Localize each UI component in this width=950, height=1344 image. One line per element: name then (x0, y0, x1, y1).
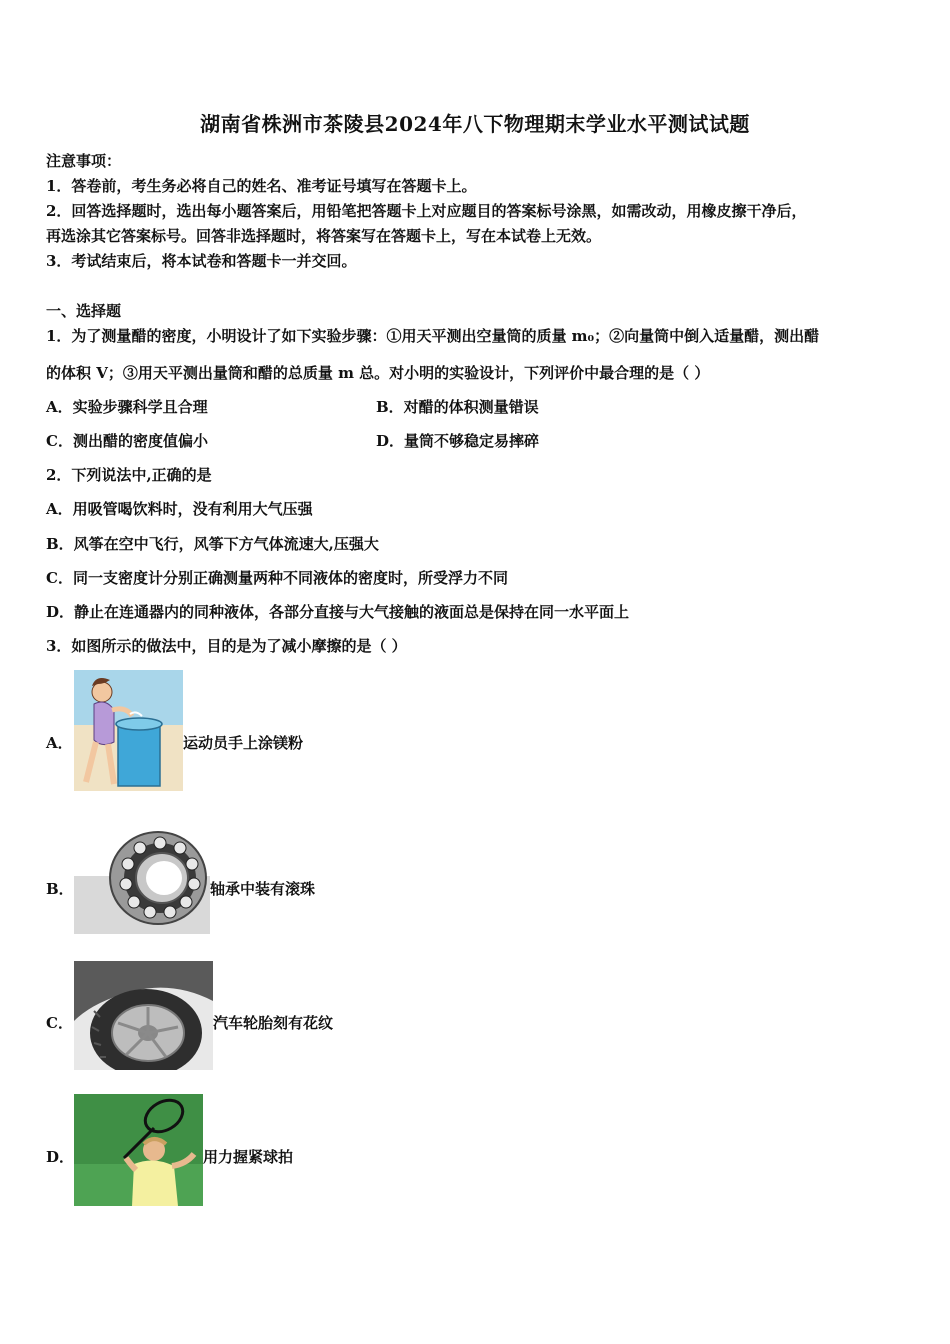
notice-heading: 注意事项： (46, 152, 122, 170)
q1-stem-line1: 1．为了测量醋的密度，小明设计了如下实验步骤：①用天平测出空量筒的质量 m₀；②向量筒中倒入适量醋，测出醋 (46, 327, 820, 345)
notice-item-1: 1．答卷前，考生务必将自己的姓名、准考证号填写在答题卡上。 (46, 177, 477, 195)
q2-option-d: D．静止在连通器内的同种液体，各部分直接与大气接触的液面总是保持在同一水平面上 (46, 603, 630, 621)
tennis-player-image (74, 1094, 203, 1206)
q1-option-a: A．实验步骤科学且合理 (46, 398, 208, 416)
q2-stem: 2．下列说法中,正确的是 (46, 466, 212, 484)
notice-item-3: 3．考试结束后，将本试卷和答题卡一并交回。 (46, 252, 357, 270)
notice-item-2: 2．回答选择题时，选出每小题答案后，用铅笔把答题卡上对应题目的答案标号涂黑，如需改动，用橡皮擦干净后， (46, 202, 807, 220)
notice-item-2-cont: 再选涂其它答案标号。回答非选择题时，将答案写在答题卡上，写在本试卷上无效。 (46, 227, 602, 245)
q3-option-c-label: C． (46, 1014, 73, 1032)
q1-option-d: D．量筒不够稳定易摔碎 (376, 432, 540, 450)
q3-stem: 3．如图所示的做法中，目的是为了减小摩擦的是（ ） (46, 637, 407, 655)
q1-stem-line2: 的体积 V；③用天平测出量筒和醋的总质量 m 总。对小明的实验设计，下列评价中最合理的是（ ） (46, 364, 710, 382)
car-tire-image (74, 961, 213, 1070)
q2-option-c: C．同一支密度计分别正确测量两种不同液体的密度时，所受浮力不同 (46, 569, 508, 587)
q3-option-a-label: A． (46, 734, 73, 752)
exam-title: 湖南省株洲市茶陵县2024年八下物理期末学业水平测试试题 (200, 112, 750, 136)
gymnast-chalk-image (74, 670, 183, 791)
q3-option-d-caption: 用力握紧球拍 (203, 1148, 294, 1166)
q1-option-b: B．对醋的体积测量错误 (376, 398, 539, 416)
section-heading: 一、选择题 (46, 302, 122, 320)
q3-option-d-label: D． (46, 1148, 75, 1166)
q3-option-b-caption: 轴承中装有滚珠 (210, 880, 316, 898)
q2-option-a: A．用吸管喝饮料时，没有利用大气压强 (46, 500, 313, 518)
ball-bearing-image (74, 826, 210, 934)
q3-option-c-caption: 汽车轮胎刻有花纹 (213, 1014, 334, 1032)
q1-option-c: C．测出醋的密度值偏小 (46, 432, 208, 450)
q3-option-b-label: B． (46, 880, 74, 898)
q3-option-a-caption: 运动员手上涂镁粉 (183, 734, 304, 752)
q2-option-b: B．风筝在空中飞行，风筝下方气体流速大,压强大 (46, 535, 379, 553)
